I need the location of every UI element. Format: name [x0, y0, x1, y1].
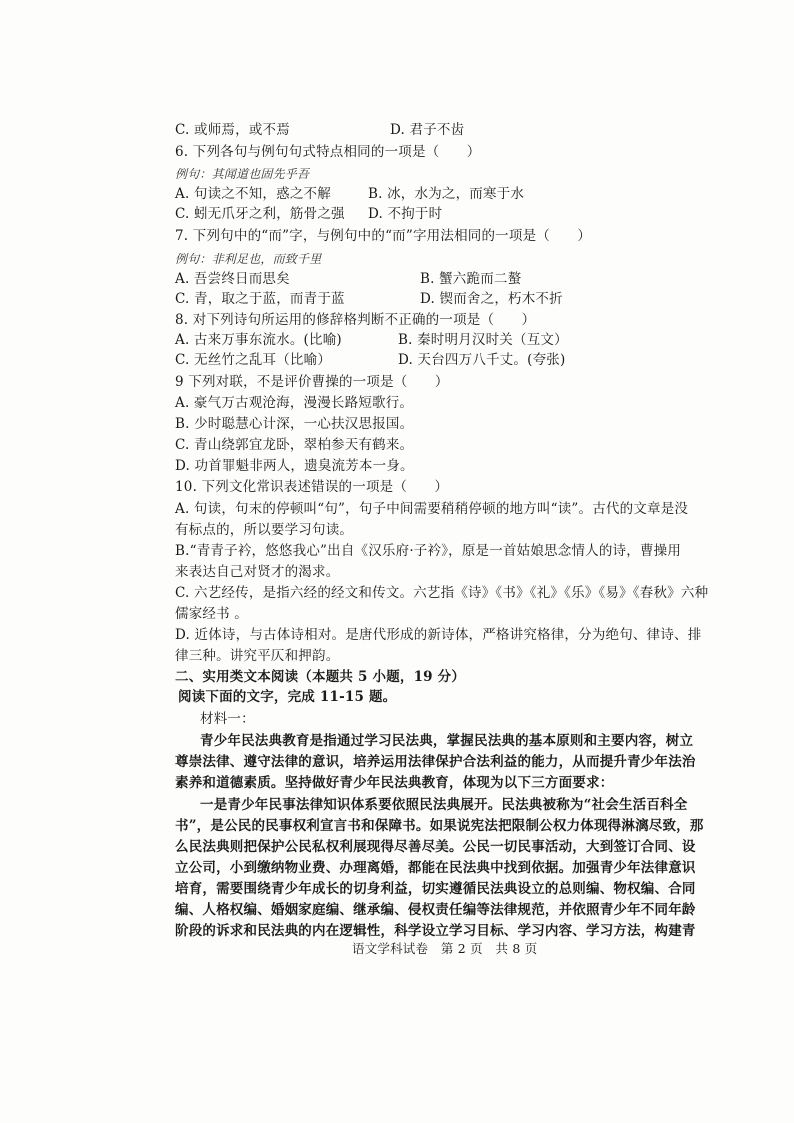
q5-option-d: D. 君子不齿	[390, 122, 465, 138]
q7-option-c: C. 青，取之于蓝，而青于蓝	[175, 291, 345, 307]
q6-option-b: B. 冰，水为之，而寒于水	[368, 186, 525, 202]
q10-option-a-line2: 有标点的，所以要学习句读。	[175, 522, 354, 538]
q7-stem: 7. 下列句中的“而”字，与例句中的“而”字用法相同的一项是（ ）	[175, 228, 592, 244]
q8-option-b: B. 秦时明月汉时关（互文）	[398, 332, 568, 348]
paragraph2-line: 编、人格权编、婚姻家庭编、继承编、侵权责任编等法律规范，并依照青少年不同年龄	[175, 902, 696, 918]
q10-option-c-line1: C. 六艺经传，是指六经的经文和传文。六艺指《诗》《书》《礼》《乐》《易》《春秋》六种	[175, 585, 709, 601]
q5-option-c: C. 或师焉，或不焉	[175, 122, 290, 138]
q9-option-c: C. 青山绕郭宜龙卧，翠柏参天有鹤来。	[175, 437, 414, 453]
q8-stem: 8. 对下列诗句所运用的修辞格判断不正确的一项是（ ）	[175, 312, 536, 328]
q9-option-d: D. 功首罪魁非两人，遗臭流芳本一身。	[175, 458, 414, 474]
q8-option-c: C. 无丝竹之乱耳（比喻）	[175, 352, 332, 368]
section2-heading: 二、实用类文本阅读（本题共 5 小题，19 分）	[175, 669, 466, 685]
q10-option-b-line2: 来表达自己对贤才的渴求。	[175, 564, 340, 580]
paragraph2-line: 阶段的诉求和民法典的内在逻辑性，科学设立学习目标、学习内容、学习方法，构建青	[175, 923, 696, 939]
paragraph1-line: 素养和道德素质。坚持做好青少年民法典教育，体现为以下三方面要求：	[175, 775, 614, 791]
q10-option-d-line2: 律三种。讲究平仄和押韵。	[175, 648, 340, 664]
q10-option-b-line1: B.“青青子衿，悠悠我心”出自《汉乐府·子衿》，原是一首姑娘思念情人的诗，曹操用	[175, 543, 682, 559]
q6-stem: 6. 下列各句与例句句式特点相同的一项是（ ）	[175, 144, 481, 160]
q10-option-d-line1: D. 近体诗，与古体诗相对。是唐代形成的新诗体，严格讲究格律，分为绝句、律诗、排	[175, 627, 702, 643]
section2-instruction: 阅读下面的文字，完成 11-15 题。	[178, 689, 397, 705]
q9-option-a: A. 豪气万古观沧海，漫漫长路短歌行。	[175, 395, 414, 411]
q9-stem: 9 下列对联，不是评价曹操的一项是（ ）	[175, 374, 449, 390]
q10-stem: 10. 下列文化常识表述错误的一项是（ ）	[175, 479, 449, 495]
paragraph2-line: 书”，是公民的民事权利宣言书和保障书。如果说宪法把限制公权力体现得淋漓尽致，那	[175, 818, 704, 834]
q9-option-b: B. 少时聪慧心计深，一心扶汉思报国。	[175, 416, 414, 432]
paragraph2-line: 一是青少年民事法律知识体系要依照民法典展开。民法典被称为“社会生活百科全	[200, 797, 688, 813]
paragraph1-line: 青少年民法典教育是指通过学习民法典，掌握民法典的基本原则和主要内容，树立	[200, 733, 694, 749]
q7-example: 例句：非利足也，而致千里	[175, 252, 322, 266]
q6-option-d: D. 不拘于时	[368, 206, 443, 222]
q6-option-c: C. 蚓无爪牙之利，筋骨之强	[175, 206, 345, 222]
material-label: 材料一：	[200, 711, 255, 727]
paragraph2-line: 培育，需要围绕青少年成长的切身利益，切实遵循民法典设立的总则编、物权编、合同	[175, 881, 696, 897]
page-footer: 语文学科试卷 第 2 页 共 8 页	[352, 941, 538, 956]
paragraph2-line: 么民法典则把保护公民私权利展现得尽善尽美。公民一切民事活动，大到签订合同、设	[175, 839, 696, 855]
paragraph1-line: 尊崇法律、遵守法律的意识，培养运用法律保护合法利益的能力，从而提升青少年法治	[175, 754, 696, 770]
q7-option-d: D. 锲而舍之，朽木不折	[420, 291, 563, 307]
q8-option-d: D. 天台四万八千丈。(夸张)	[398, 352, 566, 368]
q10-option-a-line1: A. 句读，句末的停顿叫“句”，句子中间需要稍稍停顿的地方叫“读”。古代的文章是没	[175, 501, 689, 517]
q8-option-a: A. 古来万事东流水。(比喻)	[175, 332, 342, 348]
q6-example: 例句：其闻道也固先乎吾	[175, 167, 310, 181]
q10-option-c-line2: 儒家经书 。	[175, 606, 248, 622]
q7-option-b: B. 蟹六跪而二螯	[420, 271, 522, 287]
q6-option-a: A. 句读之不知，惑之不解	[175, 186, 331, 202]
q7-option-a: A. 吾尝终日而思矣	[175, 271, 290, 287]
paragraph2-line: 立公司，小到缴纳物业费、办理离婚，都能在民法典中找到依据。加强青少年法律意识	[175, 860, 696, 876]
